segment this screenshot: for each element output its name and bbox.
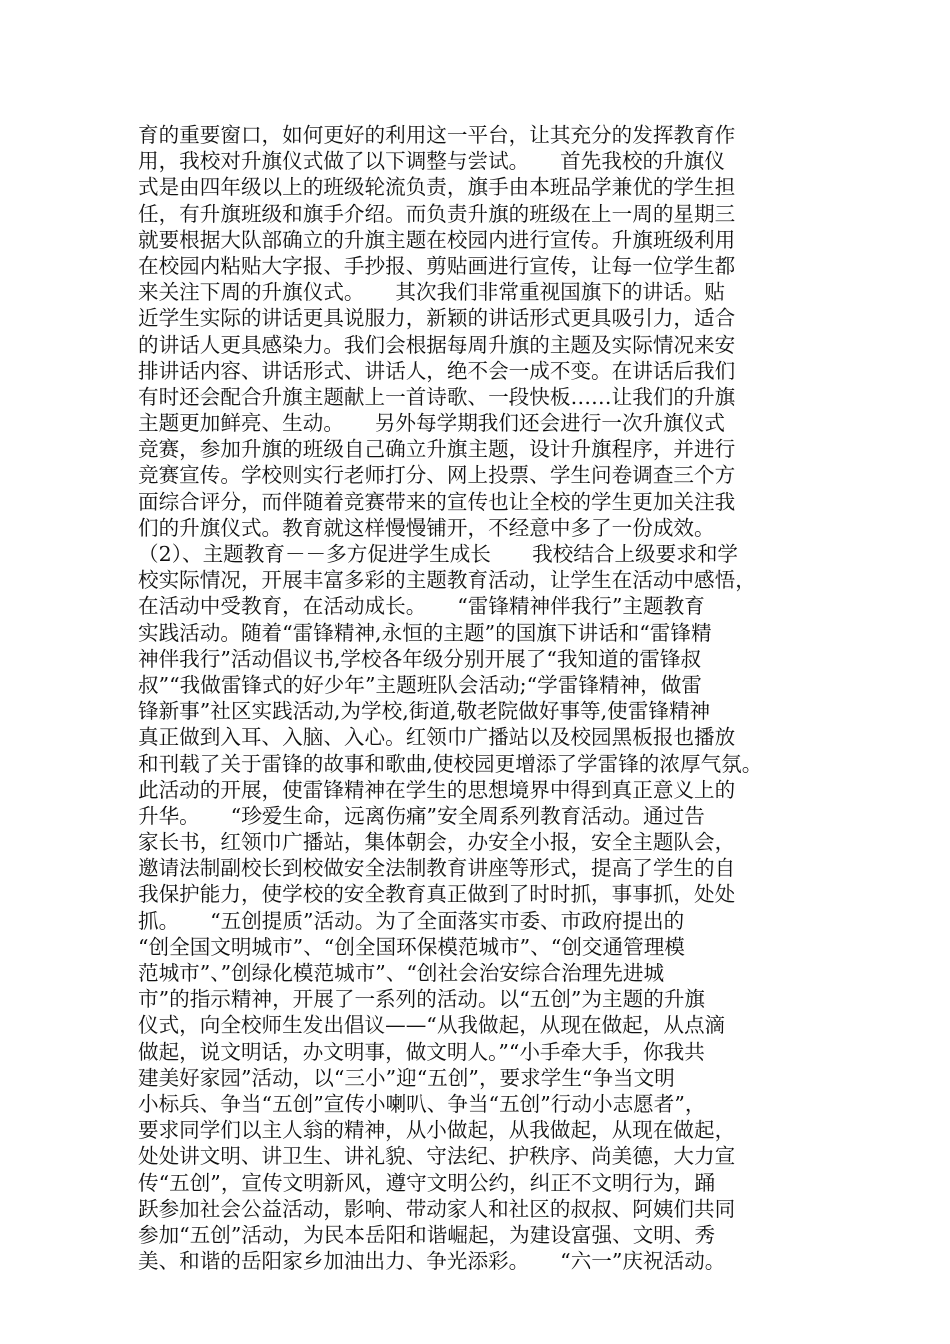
text-line: 们的升旗仪式。教育就这样慢慢铺开，不经意中多了一份成效。: [138, 515, 715, 540]
text-line: 跃参加社会公益活动，影响、带动家人和社区的叔叔、阿姨们共同: [138, 1196, 736, 1221]
text-line: 用，我校对升旗仪式做了以下调整与尝试。 首先我校的升旗仪: [138, 149, 725, 174]
text-line: 处处讲文明、讲卫生、讲礼貌、守法纪、护秩序、尚美德，大力宣: [138, 1144, 736, 1169]
text-line: 要求同学们以主人翁的精神，从小做起，从我做起，从现在做起，: [138, 1118, 736, 1143]
text-line: “创全国文明城市”、“创全国环保模范城市”、“创交通管理模: [138, 934, 685, 959]
text-line: 升华。 “珍爱生命，远离伤痛”安全周系列教育活动。通过告: [138, 803, 705, 828]
text-line: 此活动的开展，使雷锋精神在学生的思想境界中得到真正意义上的: [138, 777, 736, 802]
text-line: 叔”“我做雷锋式的好少年”主题班队会活动;“学雷锋精神，做雷: [138, 672, 702, 697]
text-line: 校实际情况，开展丰富多彩的主题教育活动，让学生在活动中感悟，: [138, 568, 756, 593]
text-line: 我保护能力，使学校的安全教育真正做到了时时抓，事事抓，处处: [138, 882, 736, 907]
text-line: 育的重要窗口，如何更好的利用这一平台，让其充分的发挥教育作: [138, 123, 736, 147]
text-line: 参加“五创”活动，为民本岳阳和谐崛起，为建设富强、文明、秀: [138, 1222, 716, 1247]
text-line: 面综合评分，而伴随着竞赛带来的宣传也让全校的学生更加关注我: [138, 489, 736, 514]
text-line: 做起，说文明话，办文明事，做文明人。”“小手牵大手，你我共: [138, 1039, 705, 1064]
text-line: 真正做到入耳、入脑、入心。红领巾广播站以及校园黑板报也播放: [138, 725, 736, 750]
text-line: 锋新事”社区实践活动,为学校,街道,敬老院做好事等,使雷锋精神: [138, 699, 711, 724]
text-line: 小标兵、争当“五创”宣传小喇叭、争当“五创”行动小志愿者”，: [138, 1091, 706, 1116]
text-line: 实践活动。随着“雷锋精神,永恒的主题”的国旗下讲话和“雷锋精: [138, 620, 712, 645]
text-line: （2）、主题教育－－多方促进学生成长 我校结合上级要求和学: [138, 542, 739, 566]
text-line: 神伴我行”活动倡议书,学校各年级分别开展了“我知道的雷锋叔: [138, 646, 702, 671]
text-line: 市”的指示精神，开展了一系列的活动。以“五创”为主题的升旗: [138, 987, 706, 1012]
text-line: 抓。 “五创提质”活动。为了全面落实市委、市政府提出的: [138, 908, 685, 933]
text-line: 建美好家园”活动，以“三小”迎“五创”，要求学生“争当文明: [138, 1065, 675, 1090]
text-line: 竞赛，参加升旗的班级自己确立升旗主题，设计升旗程序，并进行: [138, 437, 736, 462]
text-line: 主题更加鲜亮、生动。 另外每学期我们还会进行一次升旗仪式: [138, 411, 725, 436]
text-line: 美、和谐的岳阳家乡加油出力、争光添彩。 “六一”庆祝活动。: [138, 1249, 726, 1274]
text-line: 家长书，红领巾广播站，集体朝会，办安全小报，安全主题队会，: [138, 830, 736, 855]
text-line: 任，有升旗班级和旗手介绍。而负责升旗的班级在上一周的星期三: [138, 201, 736, 226]
text-line: 在活动中受教育，在活动成长。 “雷锋精神伴我行”主题教育: [138, 594, 705, 619]
text-line: 在校园内粘贴大字报、手抄报、剪贴画进行宣传，让每一位学生都: [138, 253, 736, 278]
text-line: 邀请法制副校长到校做安全法制教育讲座等形式，提高了学生的自: [138, 856, 736, 881]
body-text: [138, 122, 828, 1274]
text-line: 仪式，向全校师生发出倡议——“从我做起，从现在做起，从点滴: [138, 1013, 726, 1038]
text-line: 排讲话内容、讲话形式、讲话人，绝不会一成不变。在讲话后我们: [138, 358, 736, 383]
text-line: 竞赛宣传。学校则实行老师打分、网上投票、学生问卷调查三个方: [138, 463, 736, 488]
text-line: 就要根据大队部确立的升旗主题在校园内进行宣传。升旗班级利用: [138, 227, 736, 252]
text-line: 近学生实际的讲话更具说服力，新颖的讲话形式更具吸引力，适合: [138, 306, 736, 331]
text-line: 范城市”、”创绿化模范城市”、“创社会治安综合治理先进城: [138, 961, 665, 985]
text-line: 和刊载了关于雷锋的故事和歌曲,使校园更增添了学雷锋的浓厚气氛。: [138, 751, 763, 776]
text-line: 来关注下周的升旗仪式。 其次我们非常重视国旗下的讲话。贴: [138, 280, 725, 305]
text-line: 有时还会配合升旗主题献上一首诗歌、一段快板……让我们的升旗: [138, 384, 736, 409]
text-line: 式是由四年级以上的班级轮流负责，旗手由本班品学兼优的学生担: [138, 175, 736, 200]
text-line: 传“五创”，宣传文明新风，遵守文明公约，纠正不文明行为，踊: [138, 1170, 716, 1195]
text-line: 的讲话人更具感染力。我们会根据每周升旗的主题及实际情况来安: [138, 332, 736, 357]
